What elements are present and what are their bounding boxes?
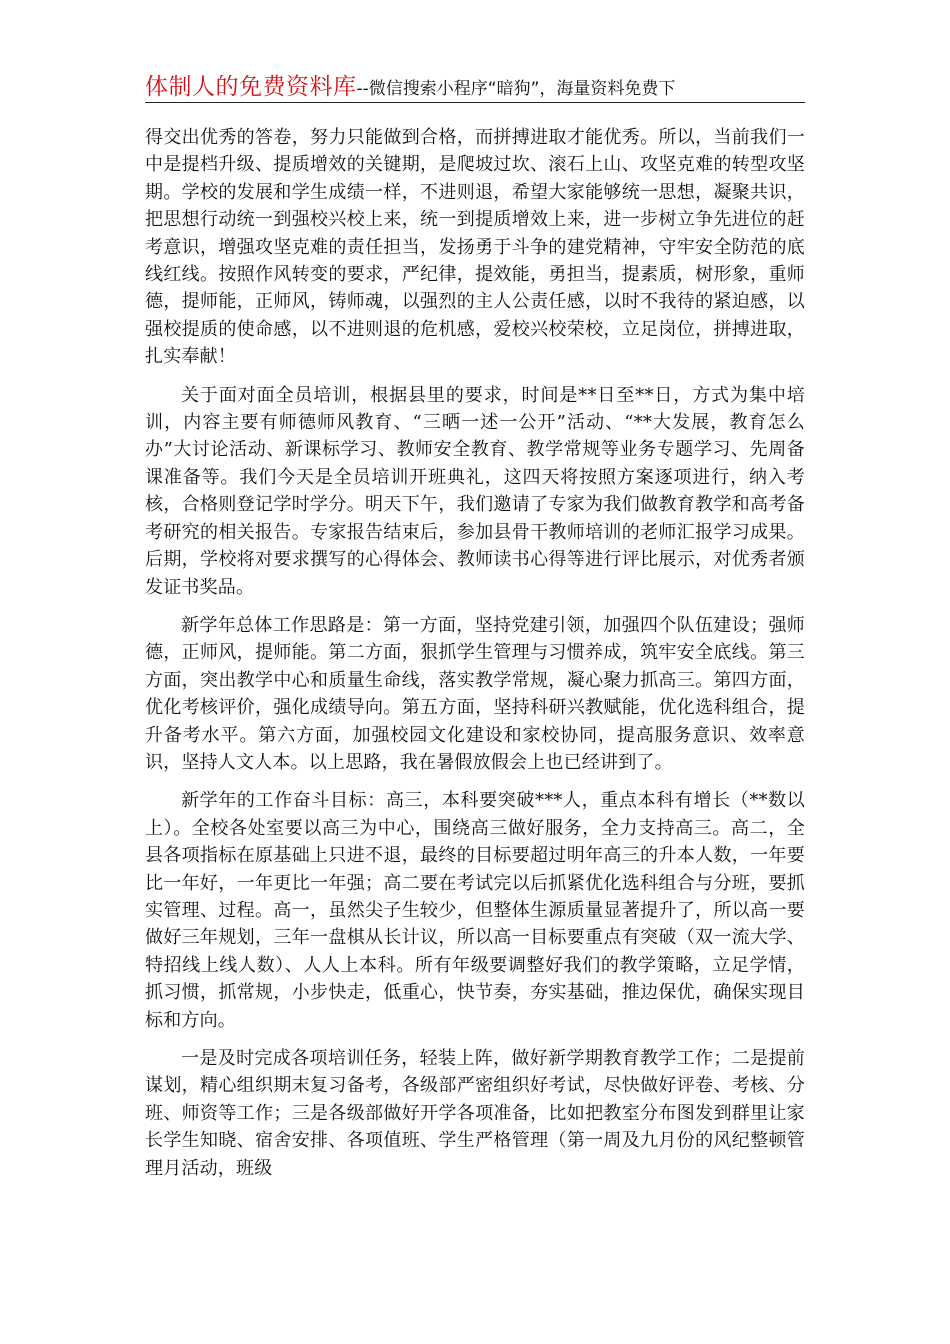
header-brand: 体制人的免费资料库 [145, 74, 357, 100]
header-note: --微信搜索小程序“暗狗”，海量资料免费下 [356, 79, 676, 99]
paragraph-4: 新学年的工作奋斗目标：高三，本科要突破***人，重点本科有增长（**数以上）。全校各处室要以高三为中心，围绕高三做好服务，全力支持高三。高二，全县各项指标在原基础上只进不退，最终的目标要超过明年高三的升本人数，一年要比一年好，一年更比一年强；高二要在考试完以后抓紧优化选科组合与分班，要抓实管理、过程。高一，虽然尖子生较少，但整体生源质量显著提升了，所以高一要做好三年规划，三年一盘棋从长计议，所以高一目标要重点有突破（双一流大学、特招线上线人数）、人人上本科。所有年级要调整好我们的教学策略，立足学情，抓习惯，抓常规，小步快走，低重心，快节奏，夯实基础，推边保优，确保实现目标和方向。 [145, 790, 805, 1031]
paragraph-3: 新学年总体工作思路是：第一方面，坚持党建引领，加强四个队伍建设；强师德，正师风，提师能。第二方面，狠抓学生管理与习惯养成，筑牢安全底线。第三方面，突出教学中心和质量生命线，落实教学常规，凝心聚力抓高三。第四方面，优化考核评价，强化成绩导向。第五方面，坚持科研兴教赋能，优化选科组合，提升备考水平。第六方面，加强校园文化建设和家校协同，提高服务意识、效率意识，坚持人文人本。以上思路，我在暑假放假会上也已经讲到了。 [145, 614, 805, 773]
paragraph-5: 一是及时完成各项培训任务，轻装上阵，做好新学期教育教学工作；二是提前谋划，精心组织期末复习备考，各级部严密组织好考试，尽快做好评卷、考核、分班、师资等工作；三是各级部做好开学各项准备，比如把教室分布图发到群里让家长学生知晓、宿舍安排、各项值班、学生严格管理（第一周及九月份的风纪整顿管理月活动，班级 [145, 1048, 805, 1179]
page-header [145, 68, 805, 103]
paragraph-2: 关于面对面全员培训，根据县里的要求，时间是**日至**日，方式为集中培训，内容主要有师德师风教育、“三晒一述一公开”活动、“**大发展，教育怎么办”大讨论活动、新课标学习、教师安全教育、教学常规等业务专题学习、先周备课准备等。我们今天是全员培训开班典礼，这四天将按照方案逐项进行，纳入考核，合格则登记学时学分。明天下午，我们邀请了专家为我们做教育教学和高考备考研究的相关报告。专家报告结束后，参加县骨干教师培训的老师汇报学习成果。后期，学校将对要求撰写的心得体会、教师读书心得等进行评比展示，对优秀者颁发证书奖品。 [145, 384, 805, 598]
paragraph-1: 得交出优秀的答卷，努力只能做到合格，而拼搏进取才能优秀。所以，当前我们一中是提档升级、提质增效的关键期，是爬坡过坎、滚石上山、攻坚克难的转型攻坚期。学校的发展和学生成绩一样，不进则退，希望大家能够统一思想，凝聚共识，把思想行动统一到强校兴校上来，统一到提质增效上来，进一步树立争先进位的赶考意识，增强攻坚克难的责任担当，发扬勇于斗争的建党精神，守牢安全防范的底线红线。按照作风转变的要求，严纪律，提效能，勇担当，提素质，树形象，重师德，提师能，正师风，铸师魂，以强烈的主人公责任感，以时不我待的紧迫感，以强校提质的使命感，以不进则退的危机感，爱校兴校荣校，立足岗位，拼搏进取，扎实奉献！ [145, 127, 805, 368]
document-body [145, 124, 805, 1193]
